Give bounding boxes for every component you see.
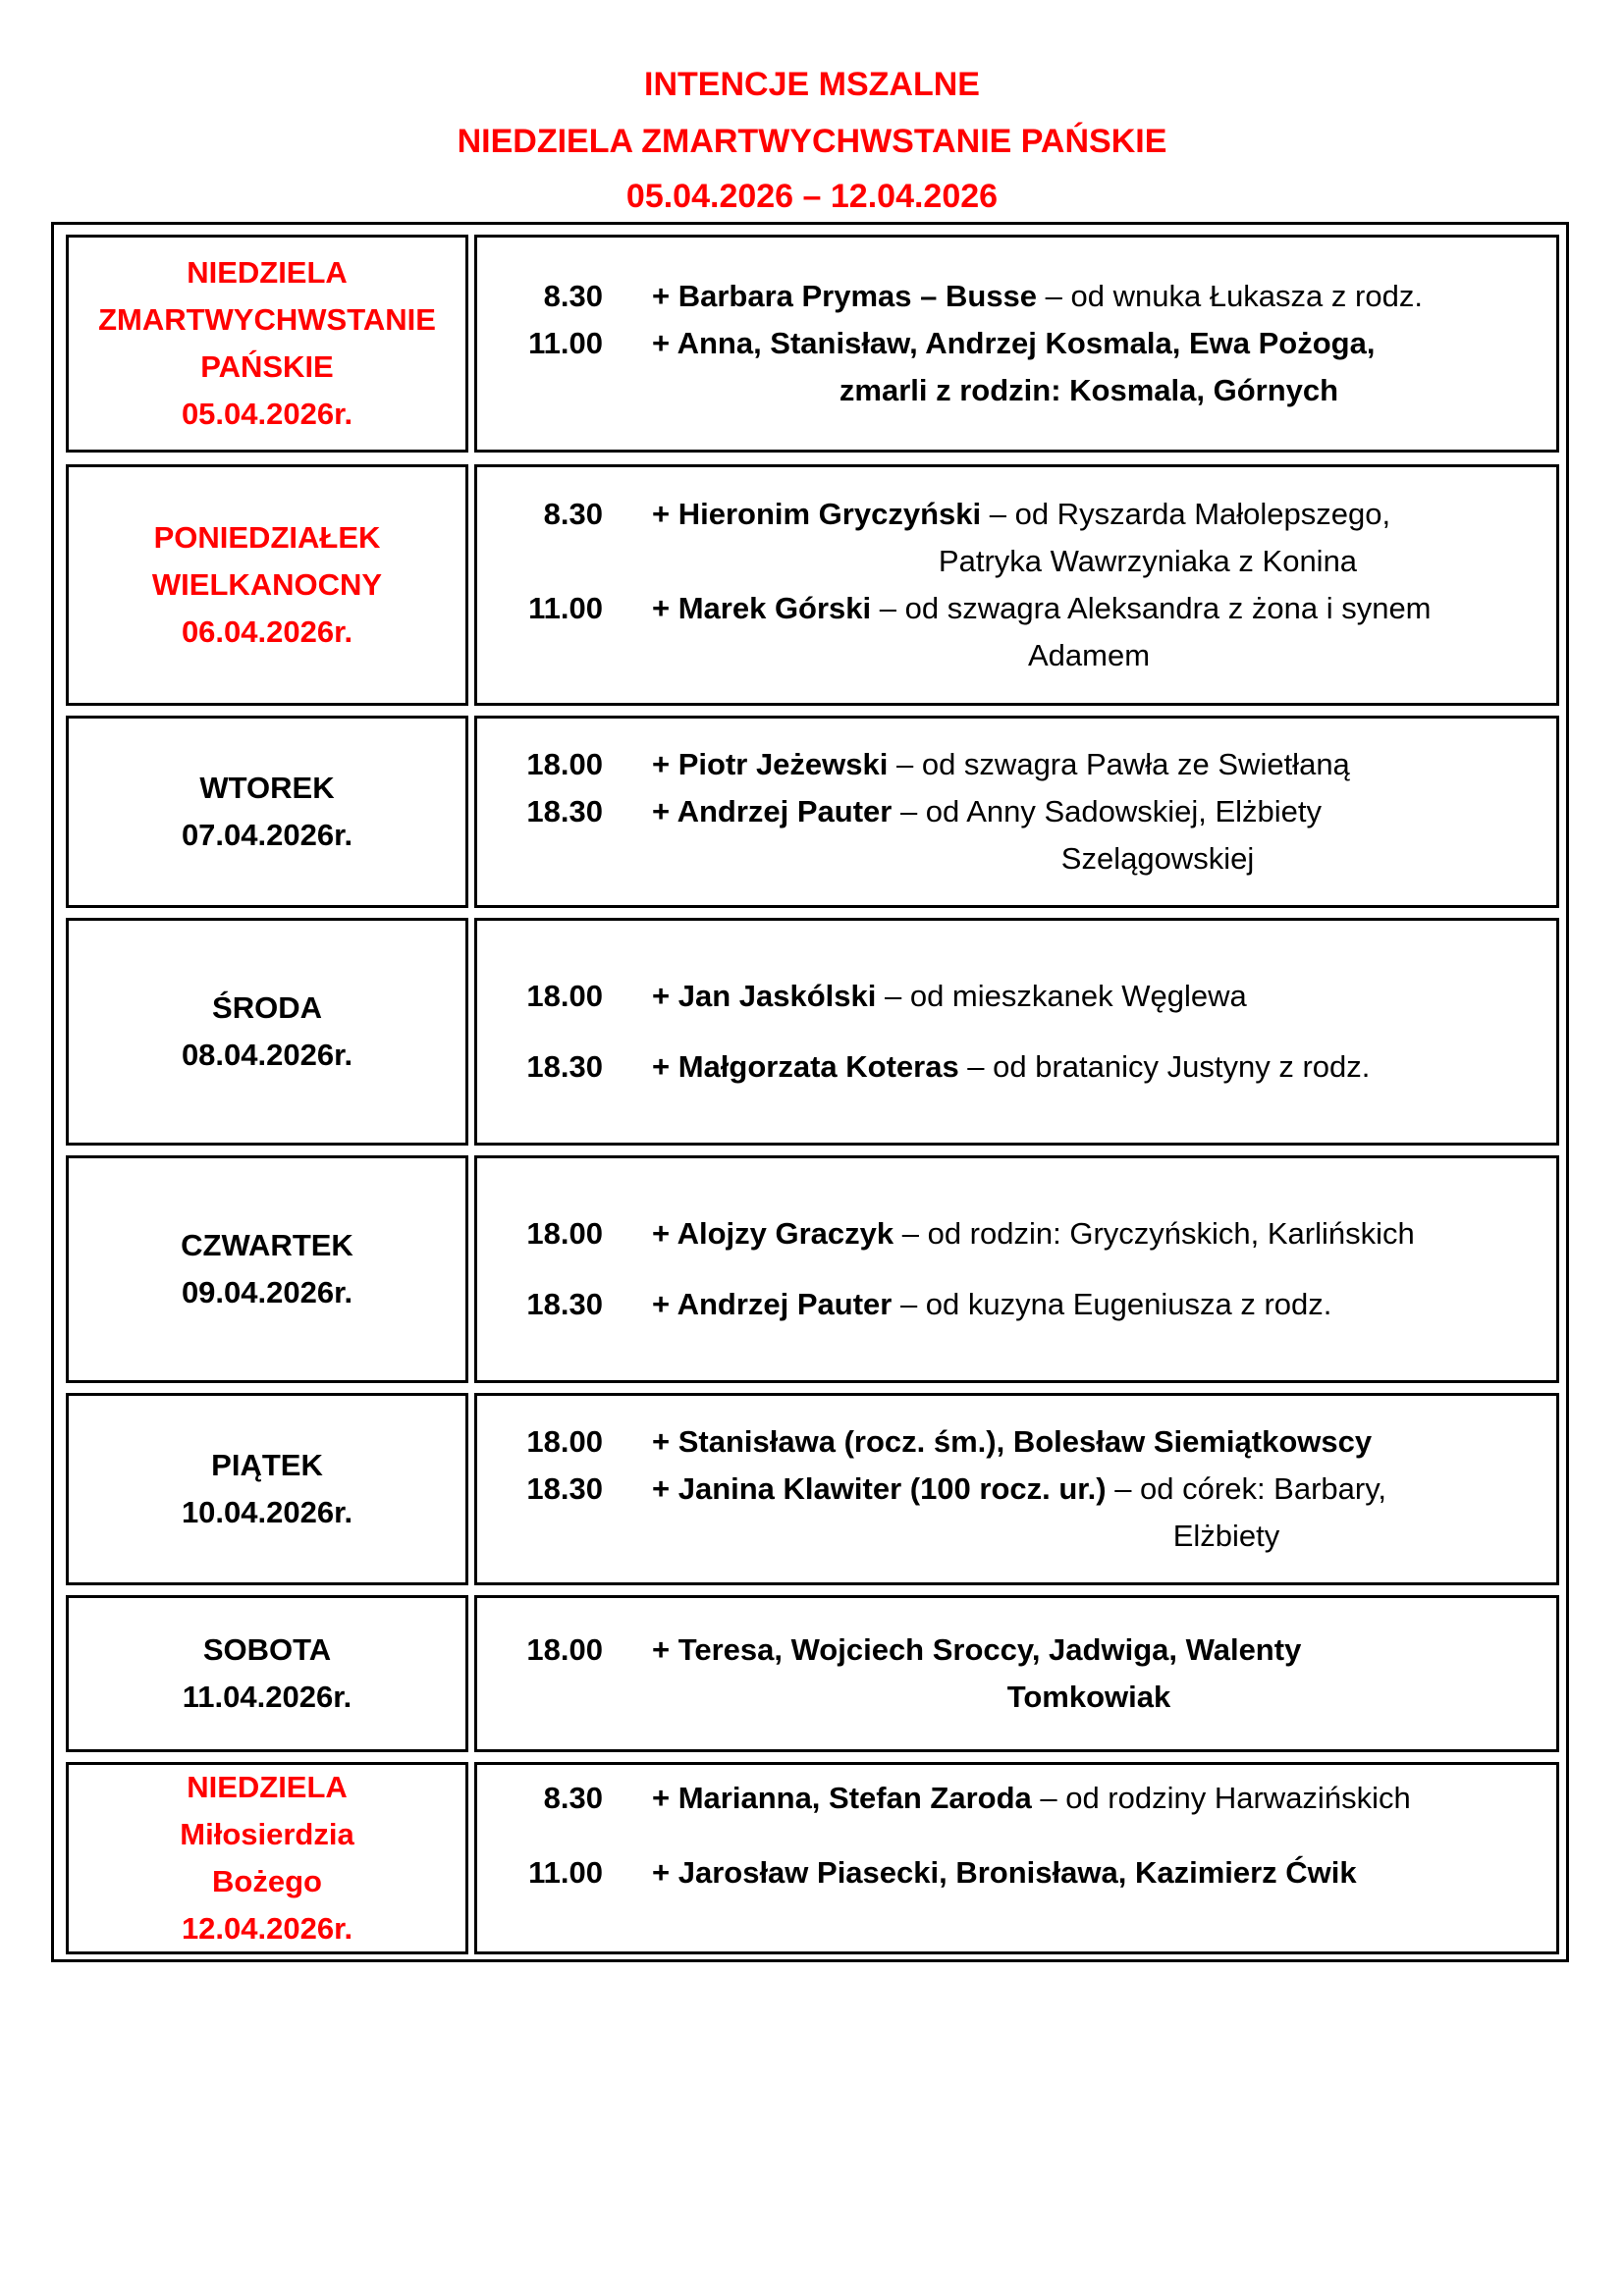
- mass-intention: [652, 973, 1526, 1020]
- day-name: NIEDZIELA: [187, 1770, 348, 1804]
- intention-donor: – od rodzin: Gryczyńskich, Karlińskich: [893, 1215, 1415, 1251]
- mass-entry: [477, 1281, 1556, 1328]
- masses-cell: [474, 1155, 1559, 1383]
- intention-donor: – od bratanicy Justyny z rodz.: [958, 1049, 1371, 1085]
- mass-intention: [652, 1210, 1526, 1257]
- day-name: WIELKANOCNY: [151, 567, 383, 602]
- intention-name: + Andrzej Pauter: [652, 1287, 893, 1322]
- mass-time: 18.00: [526, 978, 603, 1013]
- day-cell: [66, 1155, 468, 1383]
- intention-donor: – od Ryszarda Małolepszego,: [981, 497, 1391, 531]
- intention-continuation: Szelągowskiej: [1060, 841, 1255, 876]
- intention-continuation: zmarli z rodzin: Kosmala, Górnych: [839, 373, 1339, 407]
- intention-donor: – od szwagra Pawła ze Swietłaną: [888, 747, 1350, 781]
- intention-name: + Barbara Prymas – Busse: [652, 279, 1038, 313]
- intention-continuation: Patryka Wawrzyniaka z Konina: [938, 544, 1358, 578]
- mass-time: 18.30: [526, 1049, 603, 1085]
- intention-name: + Marek Górski: [652, 591, 872, 625]
- mass-intention: [652, 1775, 1526, 1822]
- day-name: PONIEDZIAŁEK: [153, 520, 381, 555]
- intention-name: + Teresa, Wojciech Sroccy, Jadwiga, Walenty: [652, 1632, 1302, 1667]
- intention-name: + Jan Jaskólski: [652, 978, 877, 1013]
- mass-entry: [477, 741, 1556, 788]
- mass-intention: [652, 585, 1526, 679]
- mass-entry: [477, 1849, 1556, 1896]
- masses-cell: [474, 464, 1559, 706]
- day-cell: [66, 464, 468, 706]
- mass-time: 11.00: [528, 591, 603, 625]
- day-date: 06.04.2026r.: [181, 614, 353, 649]
- intention-name: + Marianna, Stefan Zaroda: [652, 1781, 1032, 1815]
- intention-name: + Janina Klawiter (100 rocz. ur.): [652, 1471, 1107, 1506]
- mass-time: 11.00: [528, 1855, 603, 1890]
- intention-name: + Hieronim Gryczyński: [652, 497, 982, 531]
- mass-entry: [477, 320, 1556, 414]
- mass-time: 18.30: [526, 1287, 603, 1322]
- mass-intention: [652, 491, 1526, 585]
- day-name: Bożego: [212, 1864, 322, 1898]
- mass-intention: [652, 1281, 1526, 1328]
- mass-time: 11.00: [528, 326, 603, 360]
- intention-name: + Małgorzata Koteras: [652, 1049, 959, 1085]
- day-cell: [66, 918, 468, 1146]
- day-name: ZMARTWYCHWSTANIE: [98, 302, 436, 337]
- day-cell: [66, 1762, 468, 1954]
- intention-name: + Alojzy Graczyk: [652, 1215, 894, 1251]
- day-date: 07.04.2026r.: [181, 818, 353, 852]
- intentions-table: [51, 222, 1569, 1962]
- mass-intention: [652, 1043, 1526, 1091]
- masses-cell: [474, 918, 1559, 1146]
- masses-cell: [474, 235, 1559, 453]
- day-name: SOBOTA: [202, 1632, 332, 1667]
- day-date: 05.04.2026r.: [181, 397, 353, 431]
- day-name: PAŃSKIE: [200, 349, 334, 384]
- intention-continuation: Elżbiety: [1172, 1519, 1280, 1553]
- mass-entry: [477, 585, 1556, 679]
- day-cell: [66, 235, 468, 453]
- mass-time: 18.30: [526, 1471, 603, 1506]
- intention-donor: – od Anny Sadowskiej, Elżbiety: [892, 794, 1323, 828]
- mass-intention: [652, 1849, 1526, 1896]
- mass-time: 8.30: [543, 1781, 603, 1815]
- mass-time: 18.00: [526, 1424, 603, 1459]
- intention-donor: – od szwagra Aleksandra z żona i synem: [871, 591, 1432, 625]
- mass-intention: [652, 1418, 1526, 1466]
- day-name: PIĄTEK: [211, 1448, 323, 1482]
- header-line-1: INTENCJE MSZALNE: [644, 66, 980, 103]
- masses-cell: [474, 1393, 1559, 1585]
- day-cell: [66, 1595, 468, 1752]
- mass-intention: [652, 788, 1526, 882]
- masses-cell: [474, 1762, 1559, 1954]
- intention-continuation: Adamem: [1027, 638, 1151, 672]
- intention-name: + Anna, Stanisław, Andrzej Kosmala, Ewa Pożoga,: [652, 326, 1376, 360]
- mass-intention: [652, 320, 1526, 414]
- mass-intention: [652, 273, 1526, 320]
- day-name: CZWARTEK: [181, 1228, 353, 1262]
- day-date: 10.04.2026r.: [181, 1495, 353, 1529]
- day-cell: [66, 716, 468, 908]
- intention-name: + Stanisława (rocz. śm.), Bolesław Siemiątkowscy: [652, 1424, 1373, 1459]
- mass-intention: [652, 1627, 1526, 1721]
- intention-donor: – od córek: Barbary,: [1106, 1471, 1387, 1506]
- day-date: 12.04.2026r.: [181, 1911, 353, 1946]
- day-date: 08.04.2026r.: [181, 1038, 353, 1072]
- mass-intention: [652, 1466, 1526, 1560]
- intention-donor: – od kuzyna Eugeniusza z rodz.: [892, 1287, 1332, 1322]
- mass-time: 8.30: [543, 279, 603, 313]
- mass-entry: [477, 788, 1556, 882]
- day-name: ŚRODA: [212, 990, 322, 1025]
- day-name: Miłosierdzia: [180, 1817, 354, 1851]
- masses-cell: [474, 1595, 1559, 1752]
- mass-entry: [477, 1043, 1556, 1091]
- mass-time: 8.30: [543, 497, 603, 531]
- mass-time: 18.00: [526, 1632, 603, 1667]
- mass-time: 18.00: [526, 1215, 603, 1251]
- mass-entry: [477, 1466, 1556, 1560]
- masses-cell: [474, 716, 1559, 908]
- intention-donor: – od rodziny Harwazińskich: [1031, 1781, 1411, 1815]
- mass-entry: [477, 273, 1556, 320]
- mass-entry: [477, 1210, 1556, 1257]
- mass-entry: [477, 1775, 1556, 1822]
- header-line-3: 05.04.2026 – 12.04.2026: [625, 178, 999, 215]
- intention-donor: – od wnuka Łukasza z rodz.: [1037, 279, 1423, 313]
- mass-entry: [477, 1418, 1556, 1466]
- day-date: 09.04.2026r.: [181, 1275, 353, 1309]
- mass-entry: [477, 491, 1556, 585]
- intention-name: + Piotr Jeżewski: [652, 747, 889, 781]
- mass-time: 18.00: [526, 747, 603, 781]
- intention-name: + Andrzej Pauter: [652, 794, 893, 828]
- intention-continuation: Tomkowiak: [1006, 1680, 1171, 1714]
- mass-entry: [477, 973, 1556, 1020]
- mass-intention: [652, 741, 1526, 788]
- intention-name: + Jarosław Piasecki, Bronisława, Kazimierz Ćwik: [652, 1855, 1357, 1890]
- day-cell: [66, 1393, 468, 1585]
- day-name: NIEDZIELA: [187, 255, 348, 290]
- mass-time: 18.30: [526, 794, 603, 828]
- day-name: WTOREK: [199, 771, 335, 805]
- header-line-2: NIEDZIELA ZMARTWYCHWSTANIE PAŃSKIE: [457, 123, 1167, 160]
- day-date: 11.04.2026r.: [182, 1680, 352, 1714]
- intention-donor: – od mieszkanek Węglewa: [876, 978, 1247, 1013]
- mass-entry: [477, 1627, 1556, 1721]
